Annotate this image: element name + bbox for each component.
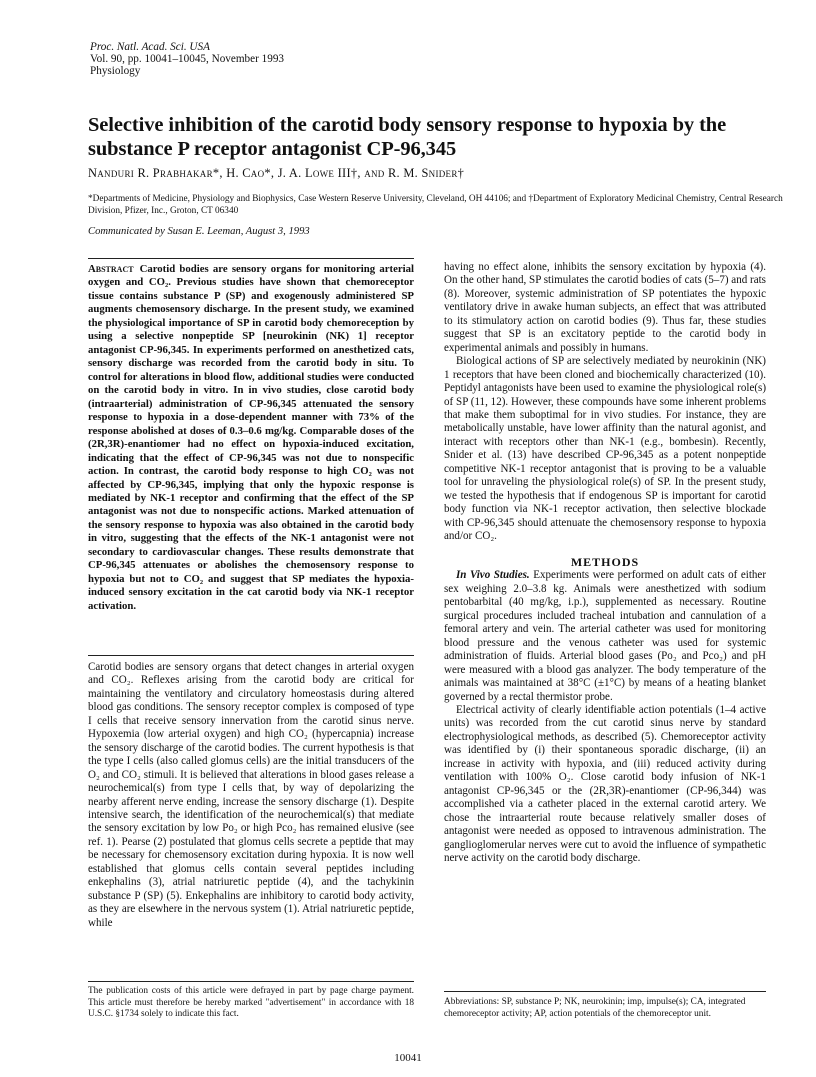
article-title: Selective inhibition of the carotid body sensory response to hypoxia by the substance P receptor antagonist CP-96,345 — [88, 114, 727, 160]
communicated-by: Communicated by Susan E. Leeman, August 3, 1993 — [88, 226, 310, 237]
journal-header — [90, 41, 284, 77]
abstract-text — [88, 263, 414, 613]
author-list: Nanduri R. Prabhakar*, H. Cao*, J. A. Lowe III†, and R. M. Snider† — [88, 166, 465, 180]
methods-heading: METHODS — [570, 555, 640, 569]
methods-section — [444, 556, 766, 865]
footnote-divider — [88, 981, 414, 982]
intro-paragraph: Carotid bodies are sensory organs that detect changes in arterial oxygen and CO₂. Reflexes arising from the carotid body are critical for maintaining the ventilatory and circulatory homeostasis during altered blood gas conditions. The sensory receptor complex is composed of type I cells that receive sensory innervation from the carotid sinus nerve. Hypoxemia (low arterial oxygen) and high CO₂ (hypercapnia) increase the sensory discharge of the carotid bodies. The current hypothesis is that the type I cells (also called glomus cells) are the initial transducers of the O₂ and CO₂ stimuli. It is believed that alterations in blood gases release a neurochemical(s) from type I cells that, by way of depolarizing the nearby afferent nerve ending, increase the sensory discharge (1). Despite intensive search, the identification of the neurochemical(s) that mediate the sensory excitation by low Po₂ or high Pco₂ has remained elusive (see ref. 1). Pearse (2) postulated that glomus cells secrete a peptide that may be necessary for chemosensory excitation during hypoxia. It is now well established that glomus cells contain several peptides including enkephalins (3), atrial natriuretic peptide (4), and the tachykinin substance P (SP) (5). Enkephalins are inhibitory to carotid body activity, as they are elsewhere in the nervous system (1). Atrial natriuretic peptide, while — [88, 661, 414, 929]
intro-paragraph: Biological actions of SP are selectively mediated by neurokinin (NK) 1 receptors that have been cloned and biochemically characterized (10). Peptidyl antagonists have been used to examine the physiological role(s) of SP (11, 12). However, these compounds have some inherent problems that make them suboptimal for in vivo studies. For instance, they are metabolically unstable, have lower affinity than the natural agonist, and interact with receptors other than NK-1 (e.g., bombesin). Recently, Snider et al. (13) have described CP-96,345 as a potent nonpeptide competitive NK-1 receptor antagonist that is proving to be a valuable tool for unraveling the physiological role(s) of SP. In the present study, we tested the hypothesis that if endogenous SP is important for carotid body function via NK-1 receptor activation, then selective blockade with CP-96,345 should attenuate the chemosensory response to hypoxia and/or CO₂. — [444, 355, 766, 543]
abstract-body: Carotid bodies are sensory organs for monitoring arterial oxygen and CO₂. Previous studies have shown that chemoreceptor tissue contains substance P (SP) and exogenously administered SP augments chemosensory discharge. In the present study, we examined the physiological importance of SP in carotid body chemoreception by using a selective nonpeptide SP [neurokinin (NK) 1] receptor antagonist CP-96,345. In experiments performed on anesthetized cats, sensory discharge was recorded from the carotid body in situ. To control for alterations in blood flow, additional studies were conducted on the carotid body in vitro. In in vivo studies, close carotid body (intraarterial) administration of CP-96,345 attenuated the sensory response to hypoxia in a dose-dependent manner with 73% of the response abolished at doses of 0.3–0.6 mg/kg. Comparable doses of the (2R,3R)-enantiomer had no effect on hypoxia-induced excitation, indicating that the effect of CP-96,345 was not due to nonspecific action. In contrast, the carotid body response to high CO₂ was not affected by CP-96,345, implying that only the hypoxic response is mediated by NK-1 receptor and confirming that the effect of the SP antagonist was not due to nonspecific actions. Marked attenuation of the sensory response to hypoxia was also obtained in the carotid body in vitro, suggesting that the effects of the NK-1 antagonist were not secondary to cardiovascular changes. These results demonstrate that CP-96,345 attenuates or abolishes the chemosensory response to hypoxia but not to CO₂ and suggest that SP mediates the hypoxia-induced sensory excitation in the cat carotid body via NK-1 receptor activation. — [88, 263, 414, 612]
abbreviations-divider — [444, 991, 766, 992]
journal-name: Proc. Natl. Acad. Sci. USA — [90, 41, 210, 53]
methods-subheading: In Vivo Studies. — [456, 569, 530, 582]
affiliations: *Departments of Medicine, Physiology and Biophysics, Case Western Reserve University, Cleveland, OH 44106; and †Department of Exploratory Medicinal Chemistry, Central Research Division, Pfizer, Inc., Groton, CT 06340 — [88, 194, 783, 216]
section-name: Physiology — [90, 65, 141, 77]
abstract-label: Abstract — [88, 263, 134, 275]
abstract-box — [88, 258, 414, 656]
abbreviations-note: Abbreviations: SP, substance P; NK, neurokinin; imp, impulse(s); CA, integrated chemoreceptor activity; AP, action potentials of the chemoreceptor unit. — [444, 997, 746, 1019]
methods-paragraph: Electrical activity of clearly identifiable action potentials (1–4 active units) was recorded from the cut carotid sinus nerve by standard electrophysiological methods, as described (5). Chemoreceptor activity was identified by (i) their spontaneous sporadic discharge, (ii) an increase in activity with hypoxia, and (iii) reduced activity during ventilation with 100% O₂. Close carotid body infusion of NK-1 antagonist CP-96,345 or the (2R,3R)-enantiomer (CP-96,344) was accomplished via a catheter placed in the external carotid artery. We chose the intraarterial route because relatively smaller doses of antagonist were needed as opposed to intravenous administration. The ganglioglomerular nerves were cut to avoid the influence of sympathetic nerve activity on the carotid body discharge. — [444, 703, 766, 864]
publication-cost-note: The publication costs of this article were defrayed in part by page charge payment. This article must therefore be hereby marked "advertisement" in accordance with 18 U.S.C. §1734 solely to indicate this fact. — [88, 986, 414, 1019]
volume-info: Vol. 90, pp. 10041–10045, November 1993 — [90, 53, 285, 65]
intro-column-right — [444, 261, 766, 544]
intro-column-left — [88, 661, 414, 930]
page-number: 10041 — [394, 1052, 422, 1064]
methods-paragraph: Experiments were performed on adult cats of either sex weighing 2.0–3.8 kg. Animals were anesthetized with sodium pentobarbital (40 mg/kg, i.p.), supplemented as necessary. Routine surgical procedures included tracheal intubation and cannulation of a femoral artery and vein. The arterial catheter was used for monitoring blood pressure and the venous catheter was used for systemic administration of fluids. Arterial blood gases (Po₂ and Pco₂) and pH were measured with a blood gas analyzer. The body temperature of the animals was maintained at 38°C (±1°C) by means of a heating blanket governed by a rectal thermistor probe. — [444, 569, 766, 703]
intro-paragraph-cont: having no effect alone, inhibits the sensory excitation by hypoxia (4). On the other hand, SP stimulates the carotid bodies of cats (5–7) and rats (8). Moreover, systemic administration of SP potentiates the hypoxic ventilatory drive in awake human subjects, an effect that was attributed to its stimulatory action on carotid bodies (9). Thus far, these studies suggest that SP is an excitatory peptide to the carotid body in experimental animals and possibly in humans. — [444, 261, 766, 354]
